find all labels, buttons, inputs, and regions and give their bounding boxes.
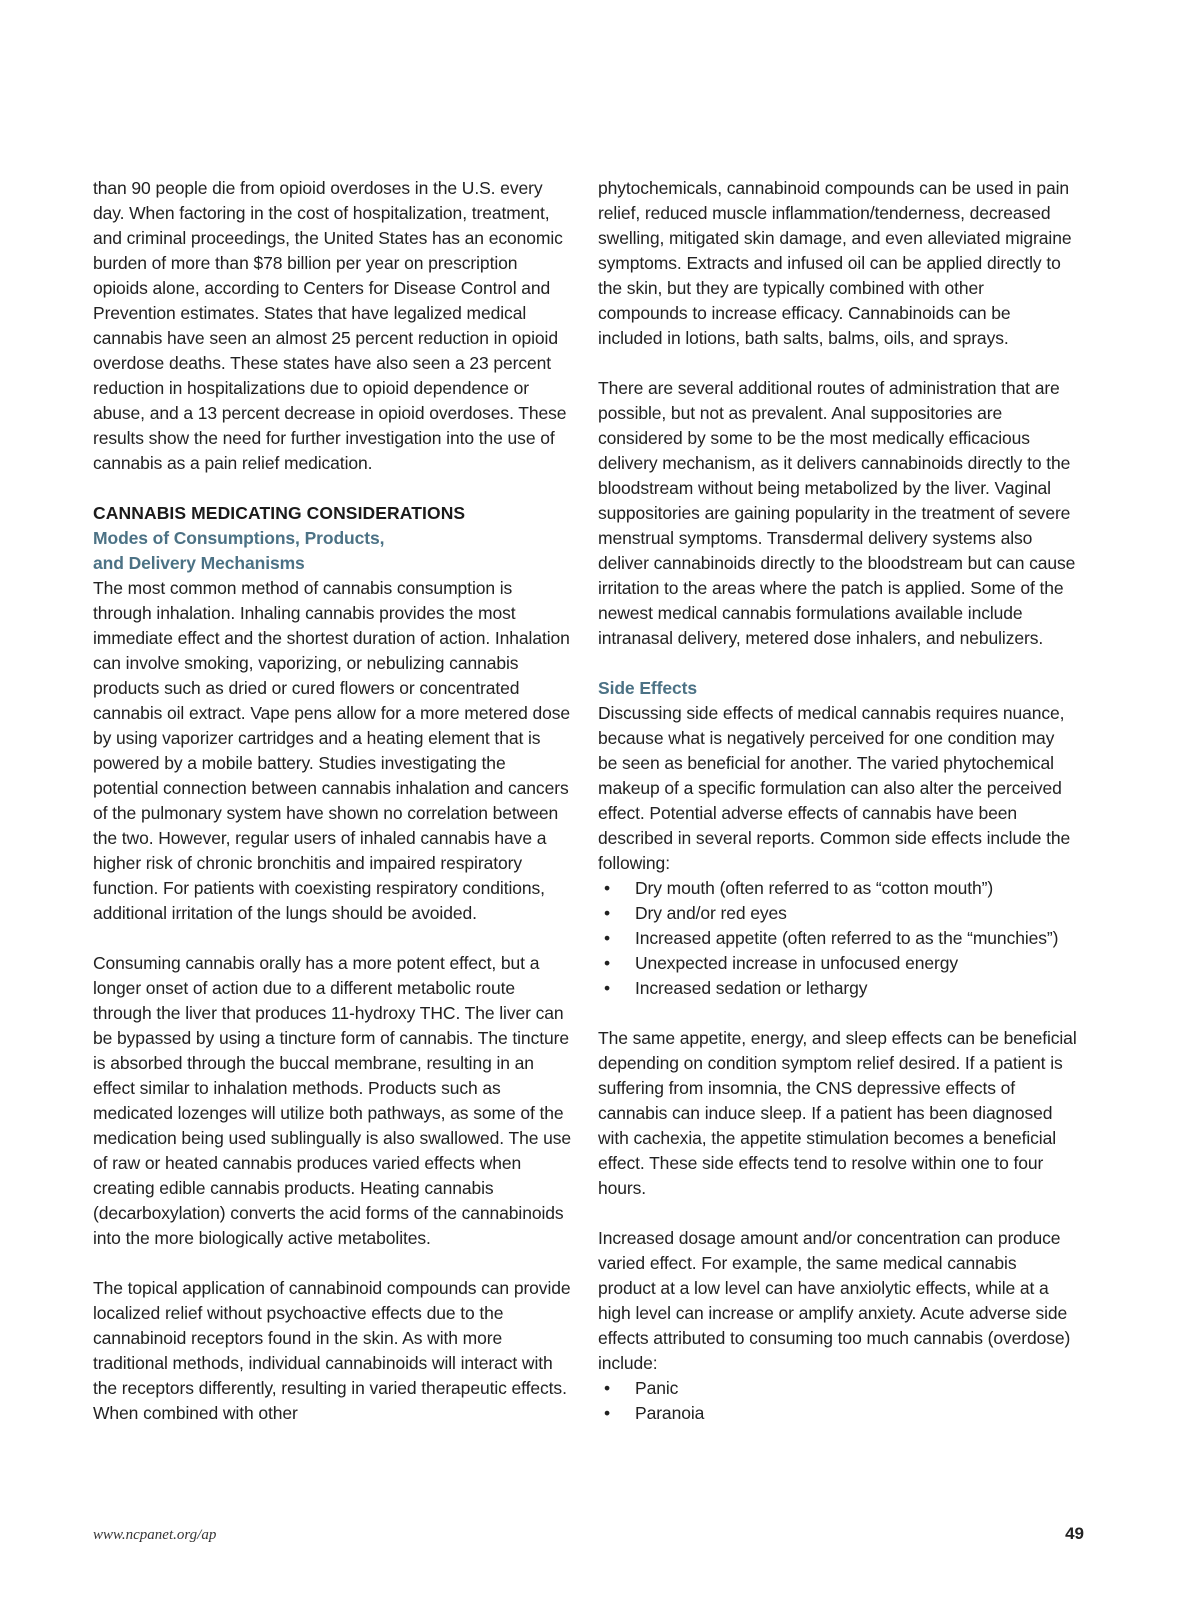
list-item: • Dry mouth (often referred to as “cotton mouth”) — [598, 876, 1078, 901]
beneficial-paragraph: The same appetite, energy, and sleep effects can be beneficial depending on condition symptom relief desired. If a patient is suffering from insomnia, the CNS depressive effects of cannabis can induce sleep. If a patient has been diagnosed with cachexia, the appetite stimulation becomes a beneficial effect. These side effects tend to resolve within one to four hours. — [598, 1028, 1077, 1198]
inhalation-paragraph: The most common method of cannabis consumption is through inhalation. Inhaling cannabis provides the most immediate effect and the shortest duration of action. Inhalation can involve smoking, vaporizing, or nebulizing cannabis products such as dried or cured flowers or concentrated cannabis oil extract. Vape pens allow for a more metered dose by using vaporizer cartridges and a heating element that is powered by a mobile battery. Studies investigating the potential connection between cannabis inhalation and cancers of the pulmonary system have shown no correlation between the two. However, regular users of inhaled cannabis have a higher risk of chronic bronchitis and impaired respiratory function. For patients with coexisting respiratory conditions, additional irritation of the lungs should be avoided. — [93, 578, 571, 923]
bullet-icon: • — [604, 903, 611, 923]
subheading-line-1: Modes of Consumptions, Products, — [93, 528, 385, 548]
side-effects-heading: Side Effects — [598, 678, 697, 698]
continued-paragraph: phytochemicals, cannabinoid compounds can be used in pain relief, reduced muscle inflammation/tenderness, decreased swelling, mitigated skin damage, and even alleviated migraine symptoms. Extracts and infused oil can be applied directly to the skin, but they are typically combined with other compounds to increase efficacy. Cannabinoids can be included in lotions, bath salts, balms, oils, and sprays. — [598, 178, 1072, 348]
routes-paragraph: There are several additional routes of administration that are possible, but not as prevalent. Anal suppositories are considered by some to be the most medically efficacious delivery mechanism, as it delivers cannabinoids directly to the bloodstream without being metabolized by the liver. Vaginal suppositories are gaining popularity in the treatment of severe menstrual symptoms. Transdermal delivery systems also deliver cannabinoids directly to the bloodstream but can cause irritation to the areas where the patch is applied. Some of the newest medical cannabis formulations available include intranasal delivery, metered dose inhalers, and nebulizers. — [598, 378, 1076, 648]
list-item: • Increased appetite (often referred to as the “munchies”) — [598, 926, 1078, 951]
intro-paragraph: than 90 people die from opioid overdoses in the U.S. every day. When factoring in the cost of hospitalization, treatment, and criminal proceedings, the United States has an economic burden of more than $78 billion per year on prescription opioids alone, according to Centers for Disease Control and Prevention estimates. States that have legalized medical cannabis have seen an almost 25 percent reduction in opioid overdose deaths. These states have also seen a 23 percent reduction in hospitalizations due to opioid dependence or abuse, and a 13 percent decrease in opioid overdoses. These results show the need for further investigation into the use of cannabis as a pain relief medication. — [93, 178, 567, 473]
right-column — [598, 176, 1078, 1426]
dosage-paragraph: Increased dosage amount and/or concentration can produce varied effect. For example, the same medical cannabis product at a low level can have anxiolytic effects, while at a high level can increase or amplify anxiety. Acute adverse side effects attributed to consuming too much cannabis (overdose) include: — [598, 1228, 1071, 1373]
overdose-effects-list — [598, 1376, 1078, 1426]
bullet-icon: • — [604, 1403, 611, 1423]
list-item: • Dry and/or red eyes — [598, 901, 1078, 926]
bullet-icon: • — [604, 1378, 611, 1398]
subheading — [93, 526, 573, 576]
list-item: • Unexpected increase in unfocused energy — [598, 951, 1078, 976]
subheading-line-2: and Delivery Mechanisms — [93, 553, 305, 573]
left-column — [93, 176, 573, 1426]
page-number: 49 — [1065, 1524, 1084, 1543]
list-item: • Panic — [598, 1376, 1078, 1401]
footer-url: www.ncpanet.org/ap — [93, 1527, 217, 1543]
side-effects-paragraph: Discussing side effects of medical cannabis requires nuance, because what is negatively perceived for one condition may be seen as beneficial for another. The varied phytochemical makeup of a specific formulation can also alter the perceived effect. Potential adverse effects of cannabis have been described in several reports. Common side effects include the following: — [598, 703, 1071, 873]
bullet-icon: • — [604, 953, 611, 973]
bullet-icon: • — [604, 878, 611, 898]
section-heading: CANNABIS MEDICATING CONSIDERATIONS — [93, 503, 466, 523]
bullet-icon: • — [604, 978, 611, 998]
list-item: • Increased sedation or lethargy — [598, 976, 1078, 1001]
topical-paragraph: The topical application of cannabinoid compounds can provide localized relief without psychoactive effects due to the cannabinoid receptors found in the skin. As with more traditional methods, individual cannabinoids will interact with the receptors differently, resulting in varied therapeutic effects. When combined with other — [93, 1278, 571, 1423]
common-side-effects-list — [598, 876, 1078, 1001]
bullet-icon: • — [604, 928, 611, 948]
oral-paragraph: Consuming cannabis orally has a more potent effect, but a longer onset of action due to a different metabolic route through the liver that produces 11-hydroxy THC. The liver can be bypassed by using a tincture form of cannabis. The tincture is absorbed through the buccal membrane, resulting in an effect similar to inhalation methods. Products such as medicated lozenges will utilize both pathways, as some of the medication being used sublingually is also swallowed. The use of raw or heated cannabis produces varied effects when creating edible cannabis products. Heating cannabis (decarboxylation) converts the acid forms of the cannabinoids into the more biologically active metabolites. — [93, 953, 572, 1248]
list-item: • Paranoia — [598, 1401, 1078, 1426]
